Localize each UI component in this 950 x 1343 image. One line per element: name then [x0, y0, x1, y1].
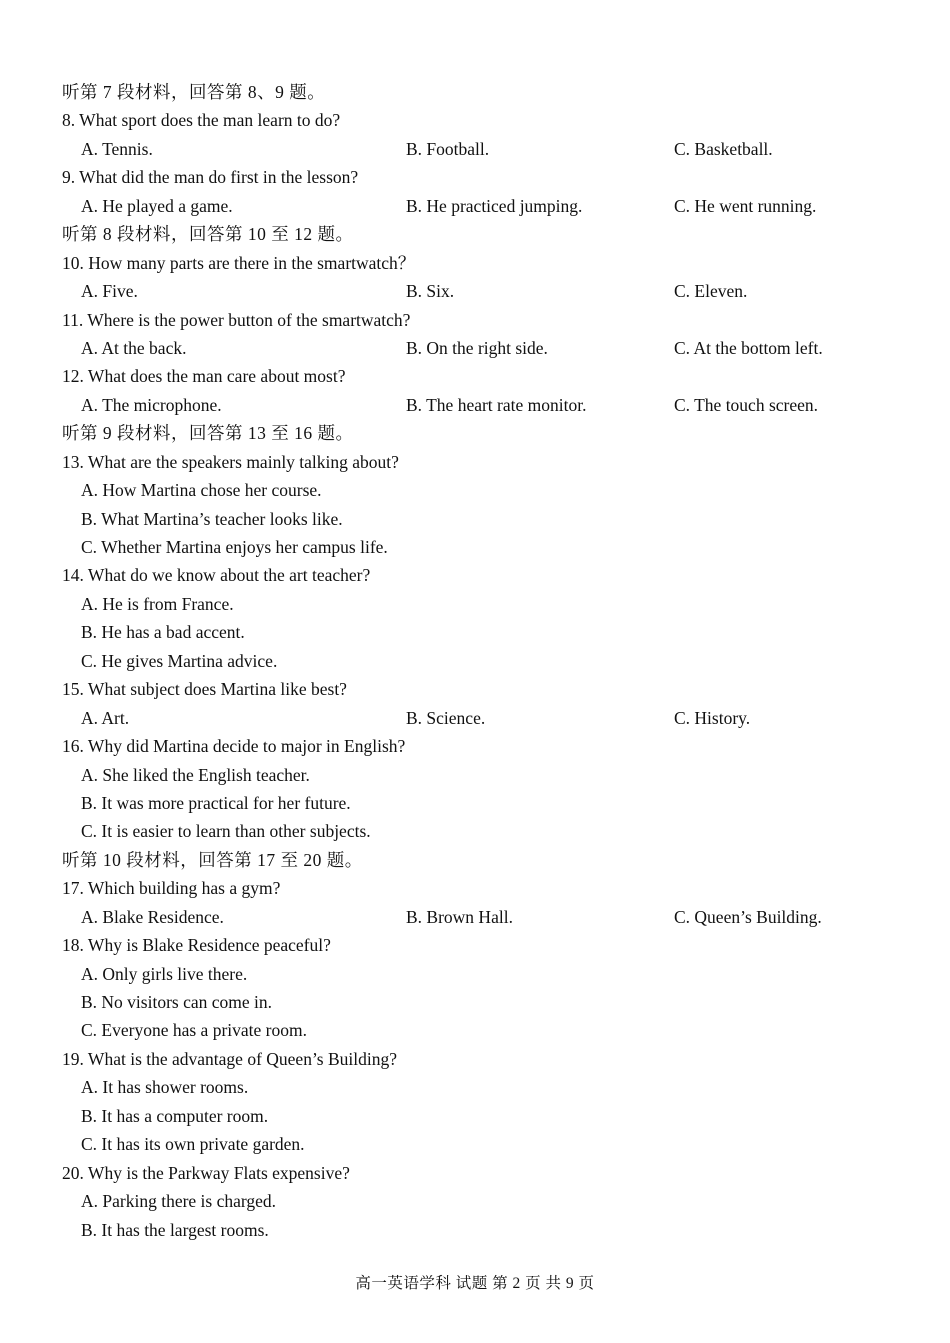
question-stem: 12. What does the man care about most?: [62, 366, 346, 387]
question-stem: 9. What did the man do first in the lesson?: [62, 167, 359, 188]
answer-option: A. It has shower rooms.: [81, 1077, 249, 1098]
answer-option: A. Parking there is charged.: [81, 1191, 277, 1212]
answer-option: A. At the back.: [81, 337, 187, 358]
answer-option: C. At the bottom left.: [674, 337, 823, 358]
question-stem: 16. Why did Martina decide to major in English?: [62, 736, 406, 757]
question-stem: 13. What are the speakers mainly talking about?: [62, 451, 399, 472]
answer-option: A. He is from France.: [81, 593, 234, 614]
answer-option: C. He went running.: [674, 195, 817, 216]
answer-option: A. She liked the English teacher.: [81, 764, 310, 785]
answer-option: B. Football.: [406, 138, 490, 159]
question-stem: 15. What subject does Martina like best?: [62, 679, 347, 700]
answer-options-row: [62, 334, 922, 362]
question-stem: 20. Why is the Parkway Flats expensive?: [62, 1162, 350, 1183]
section-instruction: 听第 8 段材料，回答第 10 至 12 题。: [62, 224, 354, 245]
question-stem: 17. Which building has a gym?: [62, 878, 281, 899]
question-stem: 14. What do we know about the art teacher?: [62, 565, 371, 586]
answer-option: B. Brown Hall.: [406, 906, 513, 927]
exam-page-content: [62, 78, 922, 1244]
answer-options-row: [62, 135, 922, 163]
question-stem: 8. What sport does the man learn to do?: [62, 110, 341, 131]
answer-option: B. Six.: [406, 281, 455, 302]
answer-option: C. It has its own private garden.: [81, 1134, 305, 1155]
answer-option: A. Tennis.: [81, 138, 153, 159]
answer-option: B. It has a computer room.: [81, 1105, 269, 1126]
answer-option: A. Blake Residence.: [81, 906, 224, 927]
section-instruction: 听第 10 段材料，回答第 17 至 20 题。: [62, 849, 363, 870]
answer-option: A. Art.: [81, 707, 130, 728]
answer-option: A. Five.: [81, 281, 138, 302]
answer-option: B. On the right side.: [406, 337, 548, 358]
answer-option: C. Whether Martina enjoys her campus life.: [81, 537, 388, 557]
answer-option: A. Only girls live there.: [81, 963, 248, 984]
answer-option: B. Science.: [406, 707, 486, 728]
answer-option: C. Basketball.: [674, 138, 773, 159]
answer-options-row: [62, 391, 922, 419]
answer-option: C. Queen’s Building.: [674, 906, 822, 927]
answer-option: C. The touch screen.: [674, 394, 819, 415]
answer-options-row: [62, 903, 922, 931]
section-instruction: 听第 9 段材料，回答第 13 至 16 题。: [62, 423, 354, 444]
question-stem: 19. What is the advantage of Queen’s Building?: [62, 1048, 398, 1069]
question-stem: 10. How many parts are there in the smartwatch？: [62, 252, 416, 273]
section-instruction: 听第 7 段材料，回答第 8、9 题。: [62, 82, 326, 102]
answer-option: A. The microphone.: [81, 394, 222, 415]
answer-option: B. The heart rate monitor.: [406, 394, 587, 415]
question-stem: 18. Why is Blake Residence peaceful?: [62, 935, 331, 956]
answer-option: B. What Martina’s teacher looks like.: [81, 508, 343, 529]
answer-option: B. He has a bad accent.: [81, 622, 245, 643]
question-stem: 11. Where is the power button of the smartwatch?: [62, 309, 411, 330]
answer-option: C. Eleven.: [674, 281, 748, 302]
answer-option: B. He practiced jumping.: [406, 195, 583, 216]
answer-option: B. It has the largest rooms.: [81, 1219, 269, 1240]
page-footer: 高一英语学科 试题 第 2 页 共 9 页: [355, 1275, 595, 1292]
answer-options-row: [62, 704, 922, 732]
answer-option: A. How Martina chose her course.: [81, 480, 322, 501]
answer-option: C. It is easier to learn than other subjects.: [81, 821, 371, 842]
answer-option: B. It was more practical for her future.: [81, 792, 351, 813]
answer-options-row: [62, 277, 922, 305]
answer-option: B. No visitors can come in.: [81, 992, 273, 1012]
answer-option: C. He gives Martina advice.: [81, 650, 278, 671]
answer-option: C. History.: [674, 707, 751, 728]
answer-options-row: [62, 192, 922, 220]
answer-option: A. He played a game.: [81, 195, 233, 216]
answer-option: C. Everyone has a private room.: [81, 1020, 307, 1041]
